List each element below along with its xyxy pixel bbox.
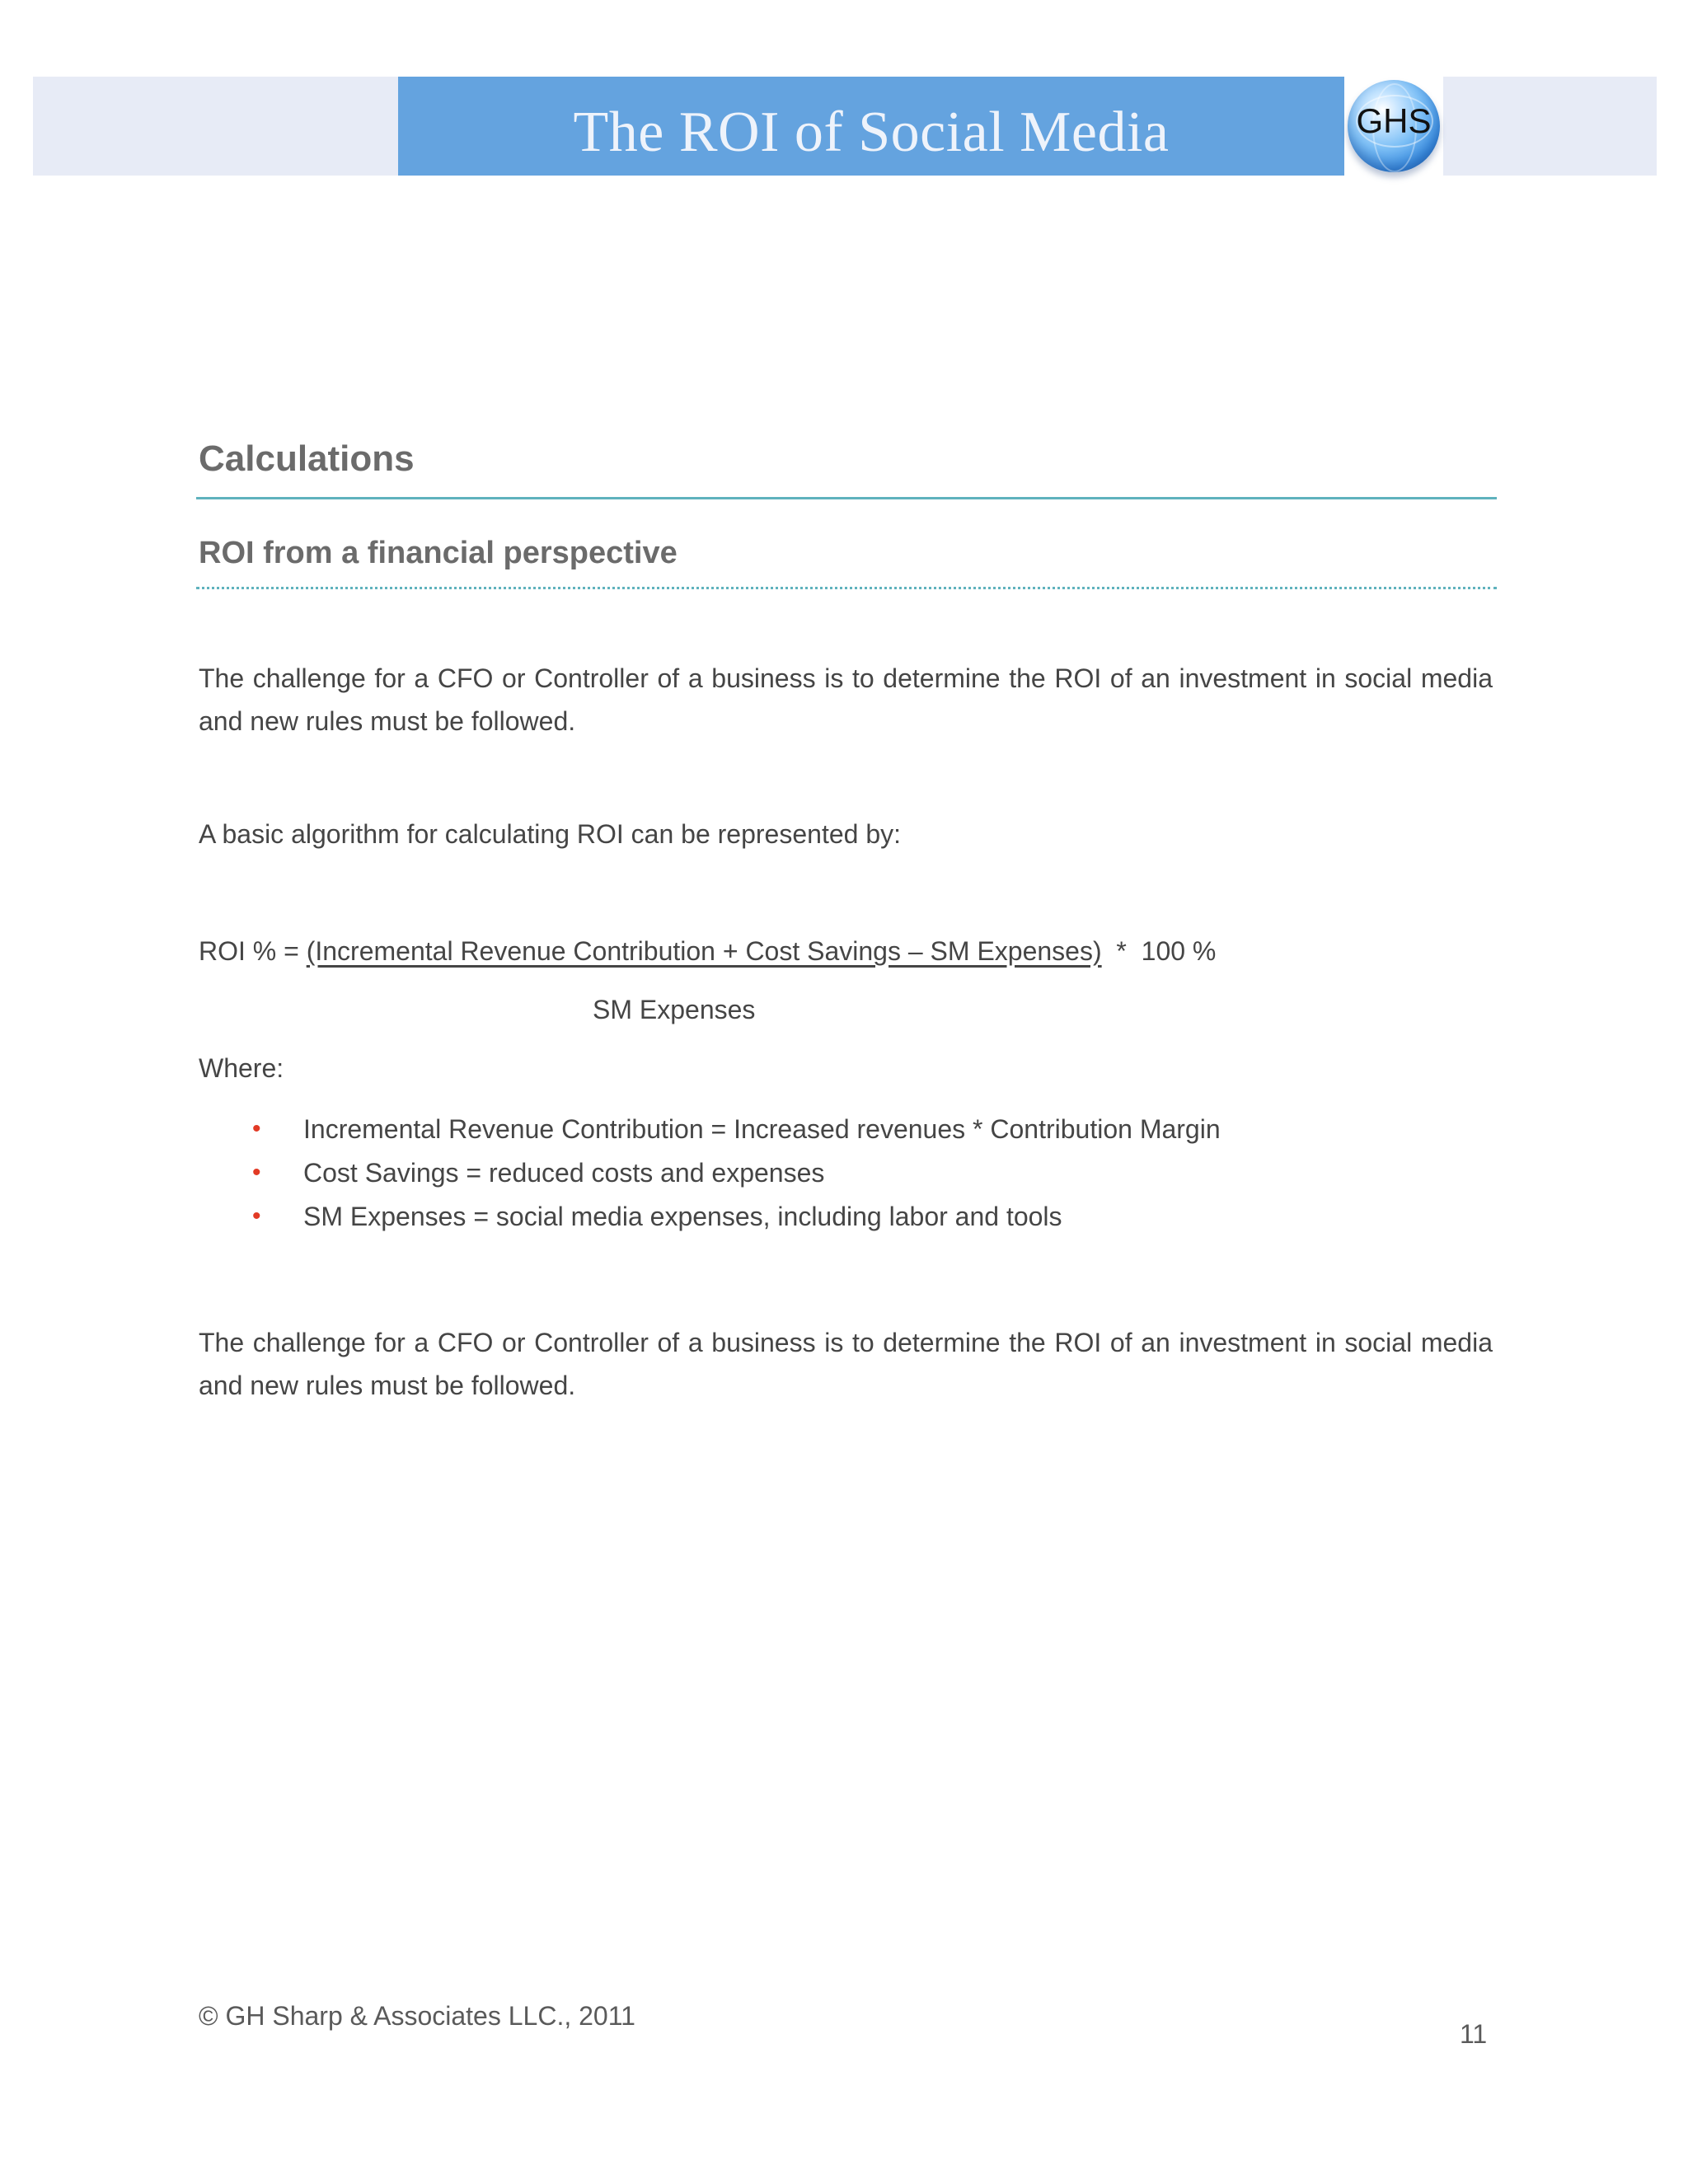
- formula-numerator: (Incremental Revenue Contribution + Cost Savings – SM Expenses): [306, 936, 1102, 966]
- formula-denominator: SM Expenses: [593, 995, 756, 1024]
- bullet-icon: •: [252, 1159, 261, 1186]
- bullet-icon: •: [252, 1202, 261, 1230]
- roi-formula: [199, 933, 1216, 969]
- where-label: Where:: [199, 1053, 284, 1083]
- page-number: 11: [1460, 2019, 1488, 2049]
- paragraph: The challenge for a CFO or Controller of a business is to determine the ROI of an investment in social media and new rules must be followed.: [199, 663, 1493, 736]
- formula-lhs: ROI % =: [199, 936, 307, 966]
- definition-text: SM Expenses = social media expenses, including labor and tools: [303, 1202, 1062, 1231]
- logo-text: GHS: [1356, 101, 1432, 140]
- copyright-footer: © GH Sharp & Associates LLC., 2011: [199, 2001, 635, 2031]
- subsection-heading: ROI from a financial perspective: [199, 536, 678, 570]
- section-heading: Calculations: [199, 438, 415, 479]
- heading-rule: [196, 497, 1497, 499]
- paragraph: The challenge for a CFO or Controller of a business is to determine the ROI of an investment in social media and new rules must be followed.: [199, 1328, 1493, 1400]
- subheading-rule: [196, 587, 1497, 589]
- ghs-logo: [1344, 77, 1443, 176]
- bullet-icon: •: [252, 1115, 261, 1142]
- header-title-bar: [398, 77, 1344, 176]
- formula-multiplier: * 100 %: [1101, 936, 1217, 966]
- definition-text: Incremental Revenue Contribution = Increased revenues * Contribution Margin: [303, 1114, 1221, 1144]
- intro-line: A basic algorithm for calculating ROI can be represented by:: [199, 819, 901, 849]
- document-title: The ROI of Social Media: [573, 101, 1170, 164]
- definition-text: Cost Savings = reduced costs and expenses: [303, 1158, 825, 1188]
- globe-icon: [1348, 80, 1440, 172]
